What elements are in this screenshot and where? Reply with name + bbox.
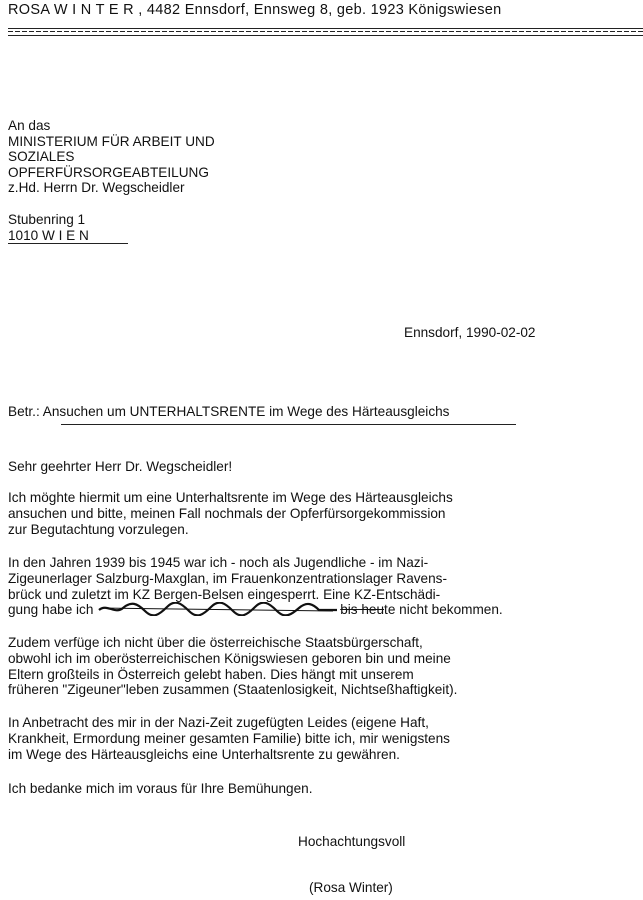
recipient-address bbox=[8, 118, 215, 196]
subject-text: Ansuchen um UNTERHALTSRENTE im Wege des Härteausgleichs bbox=[42, 404, 450, 419]
recipient-line: MINISTERIUM FÜR ARBEIT UND bbox=[8, 133, 215, 149]
paragraph-5: Ich bedanke mich im voraus für Ihre Bemühungen. bbox=[8, 781, 313, 796]
paragraph-line: Ich möghte hiermit um eine Unterhaltsrente im Wege des Härteausgleichs bbox=[8, 490, 453, 505]
recipient-street: Stubenring 1 bbox=[8, 212, 86, 227]
salutation: Sehr geehrter Herr Dr. Wegscheidler! bbox=[8, 459, 233, 474]
paragraph-1 bbox=[8, 490, 633, 537]
subject-line bbox=[8, 404, 449, 419]
struck-text: bis heu bbox=[340, 602, 385, 618]
recipient-street-block bbox=[8, 212, 89, 243]
signature: (Rosa Winter) bbox=[309, 880, 393, 895]
paragraph-line: zur Begutachtung vorzulegen. bbox=[8, 521, 189, 537]
paragraph-line: früheren "Zigeuner"leben zusammen (Staatenlosigkeit, Nichtseßhaftigkeit). bbox=[8, 682, 458, 698]
recipient-city: 1010 W I E N bbox=[8, 227, 89, 243]
subject-underline bbox=[61, 424, 516, 425]
header-separator bbox=[8, 28, 643, 36]
recipient-line: SOZIALES bbox=[8, 149, 75, 165]
paragraph-line: im Wege des Härteausgleichs eine Unterhaltsrente zu gewähren. bbox=[8, 746, 400, 762]
paragraph-4 bbox=[8, 715, 633, 762]
paragraph-line: Zigeunerlager Salzburg-Maxglan, im Frauenkonzentrationslager Ravens- bbox=[8, 570, 447, 586]
paragraph-line: obwohl ich im oberösterreichischen Königswiesen geboren bin und meine bbox=[8, 650, 451, 666]
line-start: gung habe ich bbox=[8, 602, 98, 618]
line-end: te nicht bekommen. bbox=[384, 602, 503, 618]
handwritten-scribble bbox=[97, 602, 340, 616]
paragraph-line bbox=[8, 602, 633, 618]
address-underline bbox=[8, 243, 128, 244]
paragraph-line: brück und zuletzt im KZ Bergen-Belsen eingesperrt. Eine KZ-Entschädi- bbox=[8, 586, 441, 602]
paragraph-line: In den Jahren 1939 bis 1945 war ich - noch als Jugendliche - im Nazi- bbox=[8, 555, 429, 570]
paragraph-line: Zudem verfüge ich nicht über die österreichische Staatsbürgerschaft, bbox=[8, 635, 423, 650]
sender-header: ROSA W I N T E R , 4482 Ennsdorf, Ennsweg 8, geb. 1923 Königswiesen bbox=[8, 2, 502, 18]
recipient-line: z.Hd. Herrn Dr. Wegscheidler bbox=[8, 180, 185, 196]
paragraph-3 bbox=[8, 635, 633, 698]
recipient-line: OPFERFÜRSORGEABTEILUNG bbox=[8, 164, 209, 180]
closing: Hochachtungsvoll bbox=[298, 834, 406, 849]
recipient-line: An das bbox=[8, 118, 51, 133]
letter-date: Ennsdorf, 1990-02-02 bbox=[404, 325, 536, 340]
paragraph-line: Eltern großteils in Österreich gelebt haben. Dies hängt mit unserem bbox=[8, 666, 414, 682]
paragraph-line: In Anbetracht des mir in der Nazi-Zeit zugefügten Leides (eigene Haft, bbox=[8, 715, 429, 730]
paragraph-2 bbox=[8, 555, 633, 618]
subject-prefix: Betr.: bbox=[8, 404, 40, 419]
paragraph-line: Krankheit, Ermordung meiner gesamten Familie) bitte ich, mir wenigstens bbox=[8, 730, 450, 746]
paragraph-line: ansuchen und bitte, meinen Fall nochmals der Opferfürsorgekommission bbox=[8, 505, 446, 521]
